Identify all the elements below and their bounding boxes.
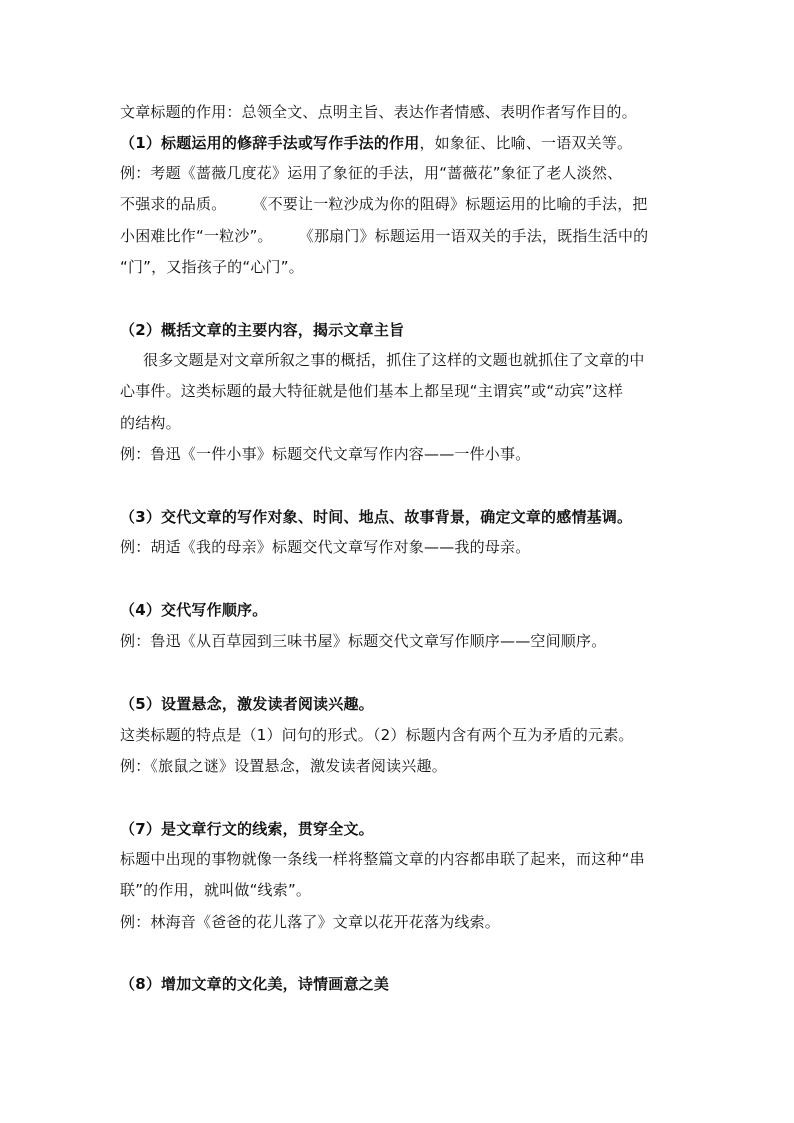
section-1-line-3a: 小困难比作“一粒沙”。: [120, 227, 273, 245]
section-3-example: 例：胡适《我的母亲》标题交代文章写作对象——我的母亲。: [120, 538, 531, 556]
section-5-example: 例：《旅鼠之谜》设置悬念，激发读者阅读兴趣。: [120, 757, 447, 775]
section-4-heading: （4）交代写作顺序。: [120, 601, 268, 619]
section-2-line-3: 的结构。: [120, 414, 181, 432]
section-3-heading: （3）交代文章的写作对象、时间、地点、故事背景，确定文章的感情基调。: [120, 508, 633, 526]
section-1-heading-bold: （1）标题运用的修辞手法或写作手法的作用: [120, 134, 420, 152]
section-1-heading: [120, 133, 632, 153]
section-1-line-2a: 不强求的品质。: [120, 195, 227, 213]
section-1-line-3b: 《那扇门》标题运用一语双关的手法，既指生活中的: [298, 227, 649, 245]
section-1-line-3: [120, 226, 648, 246]
section-2-line-1: 很多文题是对文章所叙之事的概括，抓住了这样的文题也就抓住了文章的中: [143, 351, 645, 369]
section-1-line-1: 例：考题《蔷薇几度花》运用了象征的手法，用“蔷薇花”象征了老人淡然、: [120, 164, 623, 182]
section-5-line-1: 这类标题的特点是（1）问句的形式。（2）标题内含有两个互为矛盾的元素。: [120, 726, 634, 744]
section-5-heading: （5）设置悬念，激发读者阅读兴趣。: [120, 695, 374, 713]
section-4-example: 例：鲁迅《从百草园到三味书屋》标题交代文章写作顺序——空间顺序。: [120, 632, 607, 650]
intro-text: 文章标题的作用：总领全文、点明主旨、表达作者情感、表明作者写作目的。: [120, 103, 637, 121]
section-1-line-2b: 《不要让一粒沙成为你的阻碍》标题运用的比喻的手法，把: [252, 195, 648, 213]
section-1-line-4: “门”，又指孩子的“心门”。: [120, 258, 304, 276]
section-7-example: 例：林海音《爸爸的花儿落了》文章以花开花落为线索。: [120, 913, 501, 931]
section-8-heading: （8）增加文章的文化美，诗情画意之美: [120, 975, 390, 993]
section-2-example: 例：鲁迅《一件小事》标题交代文章写作内容——一件小事。: [120, 445, 531, 463]
section-7-line-2: 联”的作用，就叫做“线索”。: [120, 881, 312, 899]
section-2-line-2: 心事件。这类标题的最大特征就是他们基本上都呈现“主谓宾”或“动宾”这样: [120, 382, 624, 400]
section-1-line-2: [120, 194, 648, 214]
section-1-heading-rest: ，如象征、比喻、一语双关等。: [419, 134, 633, 152]
section-7-line-1: 标题中出现的事物就像一条线一样将整篇文章的内容都串联了起来，而这种“串: [120, 850, 645, 868]
section-7-heading: （7）是文章行文的线索，贯穿全文。: [120, 820, 374, 838]
section-2-heading: （2）概括文章的主要内容，揭示文章主旨: [120, 321, 405, 339]
